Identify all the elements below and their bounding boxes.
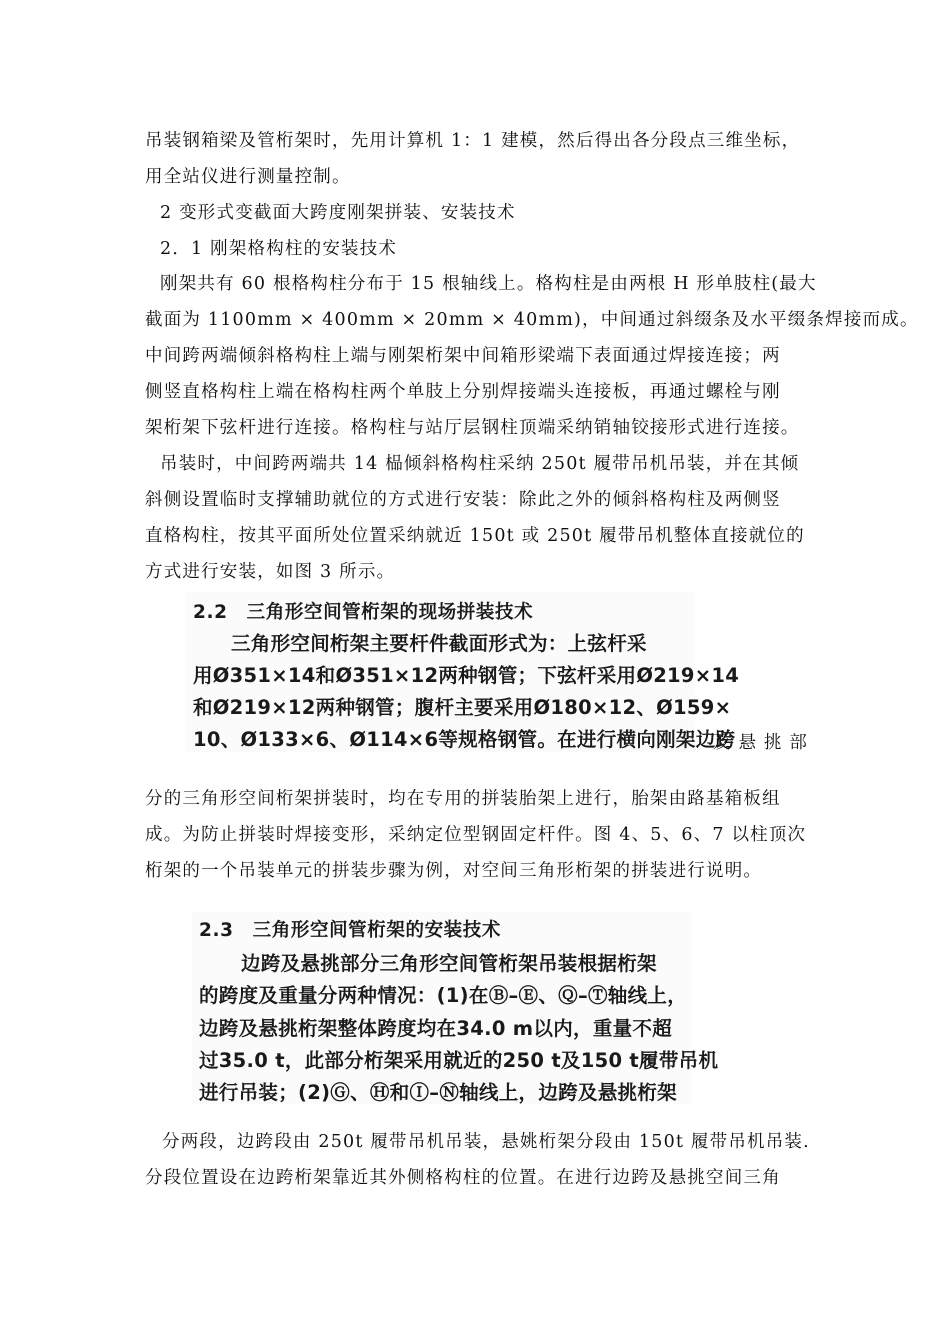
- scanned-text-line: 和Ø219×12两种钢管；腹杆主要采用Ø180×12、Ø159×: [193, 696, 732, 719]
- text-line: 架桁架下弦杆进行连接。格构柱与站厅层钢柱顶端采纳销轴铰接形式进行连接。: [145, 418, 800, 438]
- text-line: 刚架共有 60 根格构柱分布于 15 根轴线上。格构柱是由两根 H 形单肢柱(最大: [160, 274, 817, 294]
- text-line: 桁架的一个吊装单元的拼装步骤为例，对空间三角形桁架的拼装进行说明。: [145, 861, 763, 881]
- text-line: 直格构柱，按其平面所处位置采纳就近 150t 或 250t 履带吊机整体直接就位的: [145, 526, 805, 546]
- text-line: 中间跨两端倾斜格构柱上端与刚架桁架中间箱形梁端下表面通过焊接连接；两: [145, 346, 781, 366]
- scanned-text-line: 边跨及悬挑部分三角形空间管桁架吊装根据桁架: [241, 952, 657, 975]
- scanned-text-line: 的跨度及重量分两种情况：(1)在Ⓑ–Ⓔ、Ⓠ–Ⓣ轴线上，: [199, 984, 687, 1007]
- scanned-text-line: 10、Ø133×6、Ø114×6等规格钢管。在进行横向刚架边跨: [193, 728, 736, 751]
- scanned-text-line: 边跨及悬挑桁架整体跨度均在34.0 m以内，重量不超: [199, 1017, 673, 1040]
- scanned-text-line: 三角形空间桁架主要杆件截面形式为：上弦杆采: [231, 632, 647, 655]
- text-line: 用全站仪进行测量控制。: [145, 167, 351, 187]
- text-line: 侧竖直格构柱上端在格构柱两个单肢上分别焊接端头连接板，再通过螺栓与刚: [145, 382, 781, 402]
- subsection-heading: 2．1 刚架格构柱的安装技术: [160, 239, 398, 259]
- scanned-text-line: 进行吊装；(2)Ⓖ、Ⓗ和Ⓘ–Ⓝ轴线上，边跨及悬挑桁架: [199, 1081, 677, 1104]
- text-line: 斜侧设置临时支撑辅助就位的方式进行安装：除此之外的倾斜格构柱及两侧竖: [145, 490, 781, 510]
- scanned-section-heading: 2.2 三角形空间管桁架的现场拼装技术: [193, 602, 534, 623]
- text-line: 分两段，边跨段由 250t 履带吊机吊装，悬姚桁架分段由 150t 履带吊机吊装.: [162, 1132, 810, 1152]
- section-heading: 2 变形式变截面大跨度刚架拼装、安装技术: [160, 203, 516, 223]
- text-line: 方式进行安装，如图 3 所示。: [145, 562, 396, 582]
- text-line: 分段位置设在边跨桁架靠近其外侧格构柱的位置。在进行边跨及悬挑空间三角: [145, 1168, 781, 1188]
- text-line: 吊装时，中间跨两端共 14 榀倾斜格构柱采纳 250t 履带吊机吊装，并在其倾: [160, 454, 800, 474]
- scanned-text-line: 过35.0 t，此部分桁架采用就近的250 t及150 t履带吊机: [199, 1049, 719, 1072]
- text-line: 成。为防止拼装时焊接变形，采纳定位型钢固定杆件。图 4、5、6、7 以柱顶次: [145, 825, 807, 845]
- scanned-text-line: 用Ø351×14和Ø351×12两种钢管；下弦杆采用Ø219×14: [193, 664, 740, 687]
- text-line: 吊装钢箱梁及管桁架时，先用计算机 1：1 建模，然后得出各分段点三维坐标，: [145, 131, 801, 151]
- text-line: 分的三角形空间桁架拼装时，均在专用的拼装胎架上进行，胎架由路基箱板组: [145, 789, 781, 809]
- scanned-section-heading: 2.3 三角形空间管桁架的安装技术: [199, 920, 501, 941]
- text-line: 及 悬 挑 部: [713, 733, 809, 753]
- text-line: 截面为 1100mm × 400mm × 20mm × 40mm)，中间通过斜缀条及水平缀条焊接而成。: [145, 310, 919, 330]
